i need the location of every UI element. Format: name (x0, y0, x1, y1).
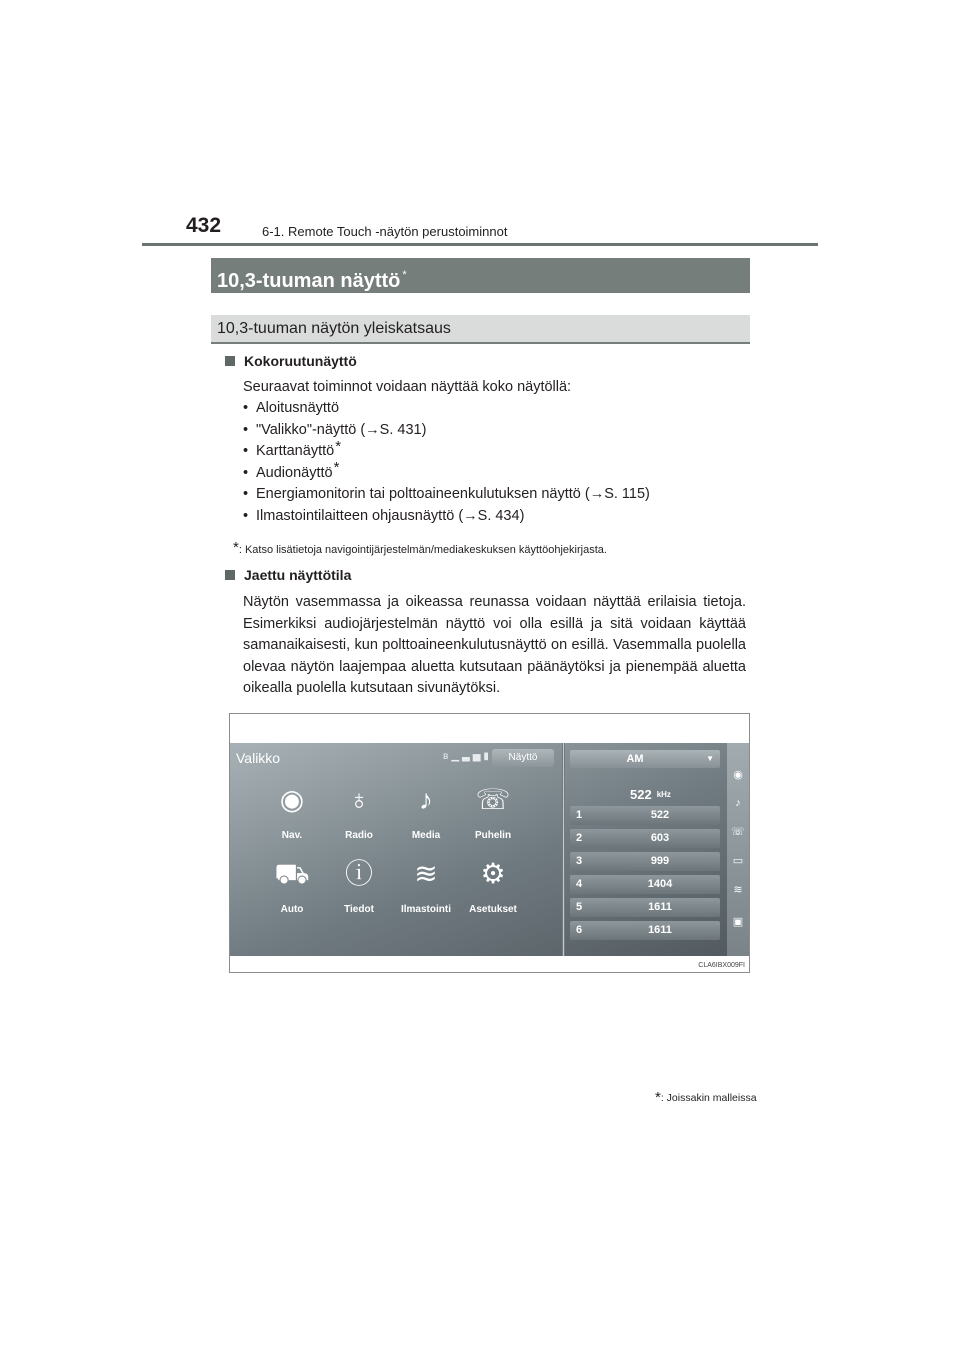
display-screenshot (230, 743, 749, 956)
tile-media[interactable] (396, 779, 456, 841)
section-title-mark: * (402, 269, 407, 281)
music-note-icon[interactable]: ♪ (735, 797, 741, 809)
list-item-text: Karttanäyttö (256, 443, 335, 460)
preset-value: 999 (650, 855, 670, 867)
model-note-mark: * (655, 1089, 661, 1106)
page-number: 432 (186, 214, 222, 237)
climate-icon[interactable]: ≋ (733, 884, 743, 896)
tile-radio[interactable] (329, 779, 389, 841)
tile-label: Asetukset (469, 904, 517, 915)
square-bullet-icon (225, 356, 235, 366)
model-note-text: : Joissakin malleissa (660, 1092, 757, 1104)
list-item-mark: * (333, 459, 340, 477)
section-title-text: 10,3-tuuman näyttö (217, 270, 401, 292)
tile-phone[interactable] (463, 779, 523, 841)
side-screen (567, 743, 725, 956)
split-screen-paragraph: Näytön vasemmassa ja oikeassa reunassa voidaan näyttää erilaisia tietoja. Esimerkiksi audiojärjestelmän näyttö voi olla esillä ja sitä voidaan käyttää samanaikaisesti, kun polttoaineenkulutusnäyttö on esillä. Vasemmalla puolella olevaa näytön laajempaa aluetta kutsutaan päänäytöksi ja pienempää aluetta oikealla puolella kutsutaan sivunäytöksi. (243, 594, 746, 697)
preset-value: 1404 (647, 878, 673, 890)
list-item: • Energiamonitorin tai polttoaineenkulutuksen näyttö (→S. 115) (243, 486, 650, 503)
car-icon: ⛟ (274, 858, 310, 889)
preset-number: 3 (576, 855, 583, 867)
preset-button[interactable] (570, 898, 720, 917)
tile-info[interactable] (329, 853, 389, 915)
band-selector[interactable] (570, 750, 720, 768)
preset-value: 522 (650, 809, 670, 821)
caret-down-icon: ▼ (706, 754, 714, 763)
band-label: AM (626, 753, 644, 765)
list-item-text: Ilmastointilaitteen ohjausnäyttö (→S. 434) (256, 507, 525, 524)
bluetooth-icon: ʙ (443, 751, 452, 762)
header-rule (142, 243, 818, 246)
preset-button[interactable] (570, 806, 720, 825)
screen-divider (562, 743, 565, 956)
tile-label: Puhelin (474, 830, 512, 841)
preset-button[interactable] (570, 829, 720, 848)
menu-title: Valikko (236, 750, 281, 766)
list-item-text: Energiamonitorin tai polttoaineenkulutuksen näyttö (→S. 115) (256, 486, 650, 503)
navigation-icon: ◉ (279, 784, 305, 815)
preset-number: 2 (576, 832, 583, 844)
preset-number: 5 (576, 901, 583, 913)
tile-label: Tiedot (344, 904, 374, 915)
tile-label: Auto (280, 904, 304, 915)
square-bullet-icon (225, 570, 235, 580)
section-title (211, 258, 750, 293)
info-icon: ⓘ (344, 858, 373, 889)
full-screen-list (243, 398, 651, 528)
frequency-readout (630, 787, 671, 802)
chapter-title: 6-1. Remote Touch -näytön perustoiminnot (262, 224, 508, 239)
footnote-text: : Katso lisätietoja navigointijärjestelmän/mediakeskuksen käyttöohjekirjasta. (238, 544, 607, 556)
navigation-icon[interactable]: ◉ (733, 769, 743, 781)
tile-label: Nav. (281, 830, 303, 841)
climate-icon: ≋ (414, 858, 438, 889)
side-icon-rail (727, 743, 749, 956)
status-icons (443, 751, 492, 762)
main-screen (230, 743, 558, 956)
figure-code: CLA6IBX009FI (698, 962, 745, 969)
list-item: • Karttanäyttö* (243, 437, 342, 460)
subsection-title: 10,3-tuuman näytön yleiskatsaus (211, 315, 750, 344)
radio-tower-icon: ♁ (348, 784, 370, 815)
model-note (655, 1089, 757, 1106)
preset-number: 4 (576, 878, 583, 890)
tile-nav[interactable] (262, 779, 322, 841)
phone-icon: ☏ (475, 784, 511, 815)
list-item-text: "Valikko"-näyttö (→S. 431) (256, 421, 427, 438)
footnote-mark: * (233, 539, 239, 556)
frequency-value: 522 (630, 787, 652, 802)
list-item-text: Aloitusnäyttö (256, 400, 340, 416)
settings-icon: ⚙ (480, 858, 506, 889)
list-item-text: Audionäyttö (256, 464, 333, 481)
full-screen-heading-text: Kokoruutunäyttö (244, 353, 357, 369)
preset-number: 6 (576, 924, 583, 936)
signal-icon: ▁▃▅ (451, 751, 484, 762)
list-item-mark: * (335, 437, 342, 455)
music-note-icon: ♪ (419, 784, 433, 815)
screen-figure (229, 713, 750, 973)
split-screen-heading-text: Jaettu näyttötila (244, 567, 352, 583)
tile-label: Media (411, 830, 441, 841)
list-item: • "Valikko"-näyttö (→S. 431) (243, 421, 427, 438)
preset-button[interactable] (570, 852, 720, 871)
tile-climate[interactable] (396, 853, 456, 915)
preset-value: 1611 (648, 901, 672, 913)
frequency-unit: kHz (656, 790, 671, 799)
list-item: • Audionäyttö* (243, 459, 340, 481)
screen-icon[interactable]: ▭ (732, 855, 744, 867)
tile-settings[interactable] (463, 853, 523, 915)
menu-icon[interactable]: ▣ (732, 916, 744, 928)
full-screen-heading (225, 353, 357, 369)
list-item: • Ilmastointilaitteen ohjausnäyttö (→S. 434) (243, 507, 525, 524)
full-screen-intro: Seuraavat toiminnot voidaan näyttää koko näytöllä: (243, 379, 572, 395)
list-item: • Aloitusnäyttö (243, 400, 340, 416)
preset-value: 1611 (648, 924, 672, 936)
preset-button[interactable] (570, 875, 720, 894)
tile-label: Radio (345, 830, 373, 841)
preset-button[interactable] (570, 921, 720, 940)
footnote (233, 539, 607, 556)
tile-label: Ilmastointi (400, 904, 451, 915)
split-screen-heading (225, 567, 351, 583)
tile-auto[interactable] (262, 853, 322, 915)
preset-value: 603 (650, 832, 670, 844)
phone-icon[interactable]: ☏ (731, 826, 745, 838)
view-button[interactable]: Näyttö (492, 749, 554, 767)
battery-icon: ▮ (483, 751, 492, 762)
preset-number: 1 (576, 809, 583, 821)
